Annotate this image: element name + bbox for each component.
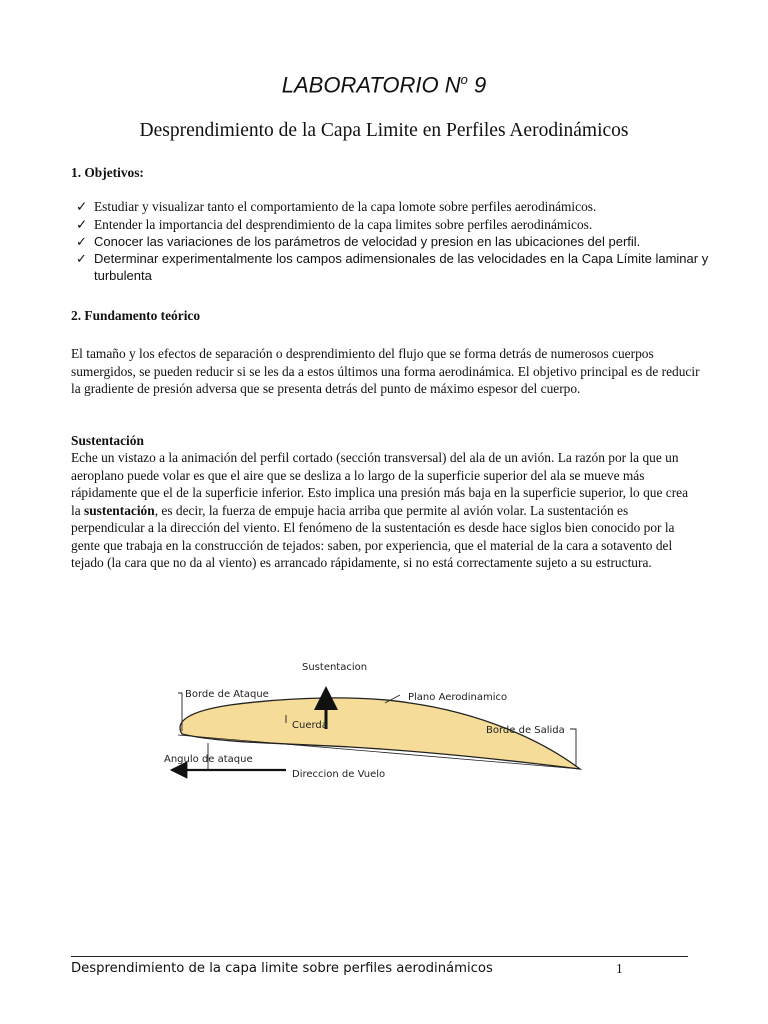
aerodynamic-plane-label: Plano Aerodinamico [408, 692, 508, 703]
footer-divider [71, 956, 688, 957]
objective-text: Determinar experimentalmente los campos adimensionales de las velocidades en la Capa Límite laminar y turbulenta [94, 251, 709, 283]
objective-text: Estudiar y visualizar tanto el comportamiento de la capa lomote sobre perfiles aerodinámicos. [94, 199, 597, 214]
title-superscript: o [460, 72, 468, 87]
airfoil-diagram [160, 655, 600, 790]
sustentacion-paragraph [71, 449, 701, 572]
objective-text: Entender la importancia del desprendimiento de la capa limites sobre perfiles aerodinámicos. [94, 216, 593, 232]
objective-item [76, 198, 716, 216]
objectives-list [76, 198, 716, 284]
sustentacion-text-2: , es decir, la fuerza de empuje hacia arriba que permite al avión volar. La sustentación es perpendicular a la dirección del viento. El fenómeno de la sustentación es desde hace siglos bien conocido por la gente que trabaja en la construcción de tejados: saben, por experiencia, que el material de la cara a sotavento del tejado (la cara que no da al viento) es arrancado rápidamente, si no está correctamente sujeto a su estructura. [71, 502, 675, 570]
objective-item [76, 216, 716, 234]
footer-text: Desprendimiento de la capa limite sobre perfiles aerodinámicos [71, 961, 493, 976]
objective-item [76, 233, 716, 250]
lift-label: Sustentacion [302, 662, 368, 673]
objective-text: Conocer las variaciones de los parámetros de velocidad y presion en las ubicaciones del perfil. [94, 234, 641, 249]
theory-heading: 2. Fundamento teórico [71, 308, 201, 323]
title-number: 9 [467, 72, 487, 98]
trailing-edge-label: Borde de Salida [486, 725, 565, 736]
flight-direction-label: Direccion de Vuelo [292, 769, 386, 780]
sustentacion-heading: Sustentación [71, 433, 144, 448]
page-title [0, 72, 768, 98]
title-text: LABORATORIO N [281, 72, 461, 98]
check-icon: ✓ [76, 216, 88, 232]
check-icon: ✓ [76, 251, 87, 266]
trailing-edge-pointer [570, 729, 576, 767]
sustentacion-text-1: Eche un vistazo a la animación del perfil cortado (sección transversal) del ala de un avión. La razón por la que un aeroplano puede volar es que el aire que se desliza a lo largo de la superficie superior del ala se mueve más rápidamente que el de la superficie inferior. Esto implica una presión más baja en la superficie superior, lo que crea la [71, 450, 689, 518]
chord-label: Cuerda [292, 720, 328, 731]
leading-edge-label: Borde de Ataque [185, 689, 269, 700]
objective-item [76, 250, 716, 284]
theory-intro-paragraph: El tamaño y los efectos de separación o desprendimiento del flujo que se forma detrás de numerosos cuerpos sumergidos, se pueden reducir si se les da a estos últimos una forma aerodinámica. El objetivo principal es de reducir la gradiente de presión adversa que se presenta detrás del punto de máximo espesor del cuerpo. [71, 346, 700, 396]
objectives-heading: 1. Objetivos: [71, 165, 144, 180]
page-number: 1 [616, 961, 623, 976]
angle-of-attack-label: Angulo de ataque [164, 754, 253, 765]
check-icon: ✓ [76, 234, 87, 249]
check-icon: ✓ [76, 199, 88, 214]
sustentacion-bold-term: sustentación [84, 502, 155, 518]
page-subtitle: Desprendimiento de la Capa Limite en Perfiles Aerodinámicos [139, 120, 629, 141]
